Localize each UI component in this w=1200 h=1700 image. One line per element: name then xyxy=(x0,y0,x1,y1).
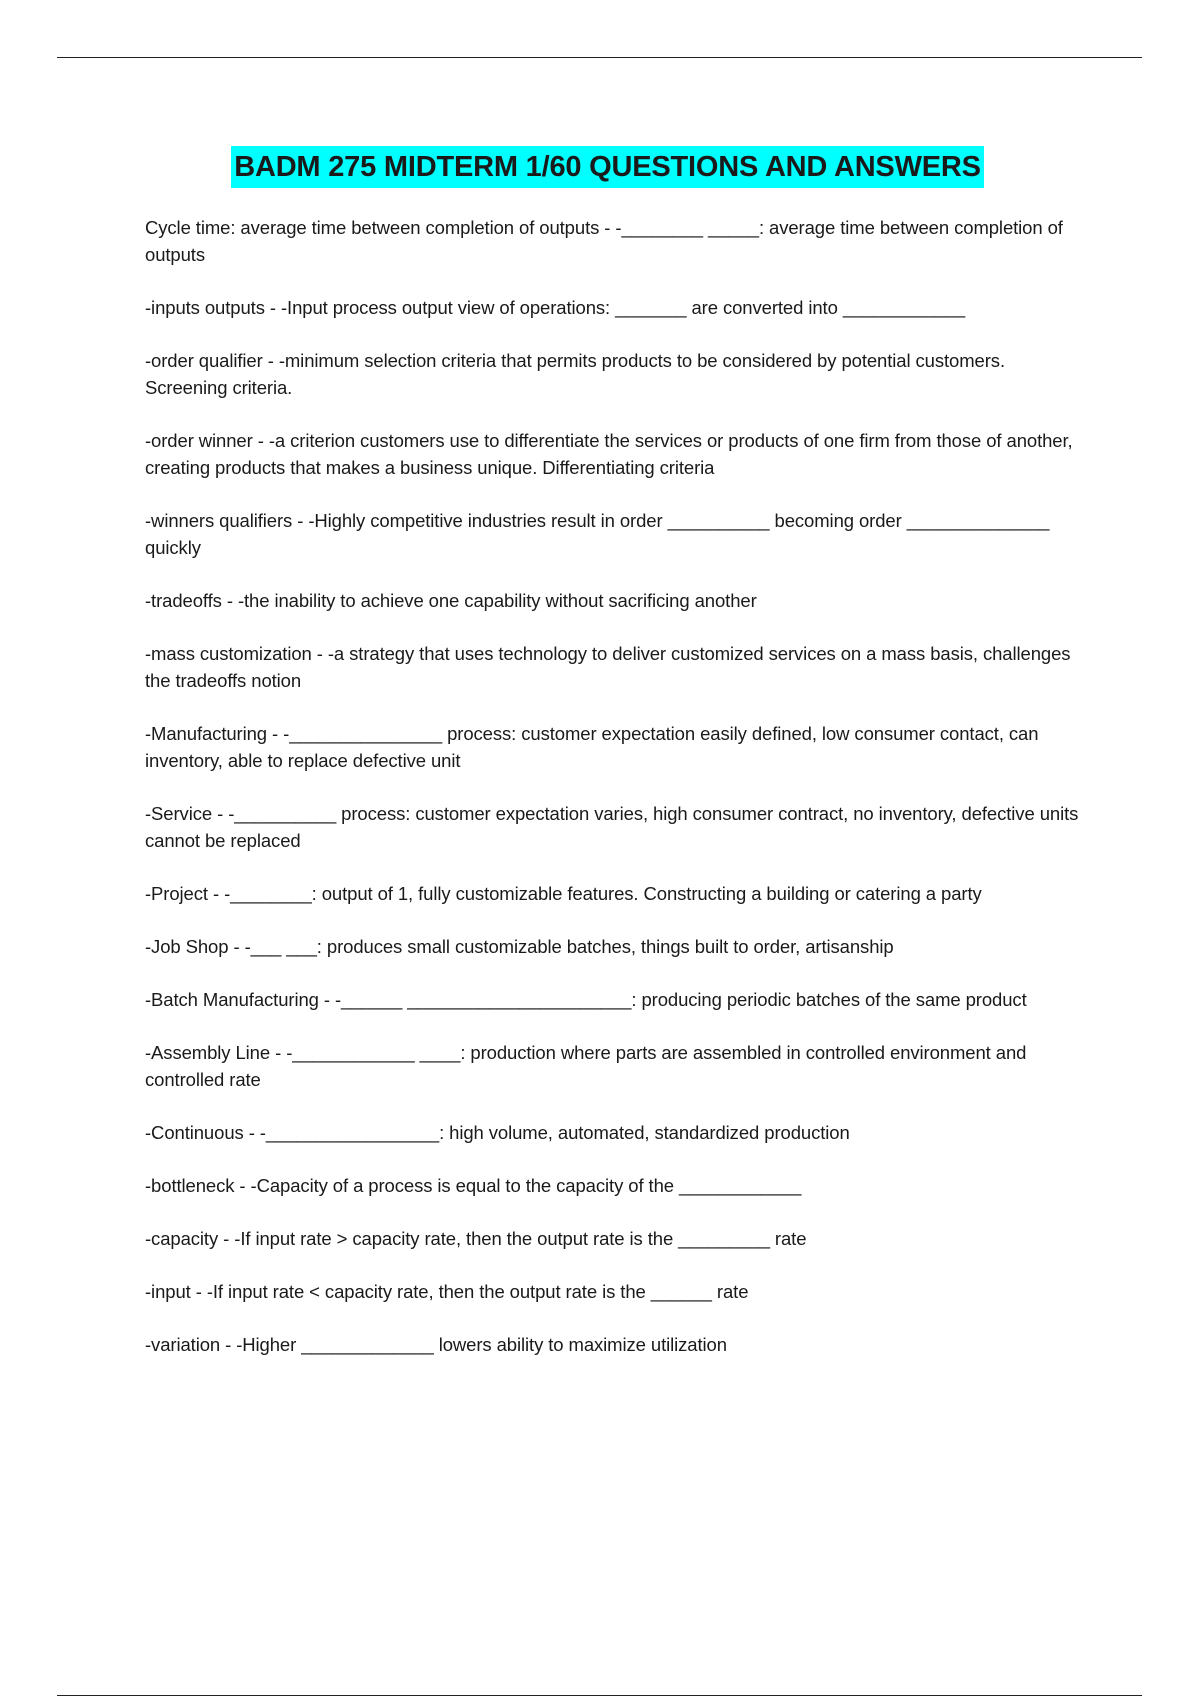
qa-item: -input - -If input rate < capacity rate, then the output rate is the ______ rate xyxy=(145,1281,749,1302)
qa-item: Cycle time: average time between completion of outputs - -________ _____: average time between completion of outputs xyxy=(145,217,1063,265)
qa-item: -Job Shop - -___ ___: produces small customizable batches, things built to order, artisanship xyxy=(145,936,894,957)
qa-item: -Continuous - -_________________: high volume, automated, standardized production xyxy=(145,1122,850,1143)
qa-item: -Batch Manufacturing - -______ ______________________: producing periodic batches of the same product xyxy=(145,989,1027,1010)
top-rule xyxy=(57,57,1142,58)
qa-item: -mass customization - -a strategy that uses technology to deliver customized services on a mass basis, challenges the tradeoffs notion xyxy=(145,643,1071,691)
qa-item: -Service - -__________ process: customer expectation varies, high consumer contract, no inventory, defective units cannot be replaced xyxy=(145,803,1079,851)
qa-item: -bottleneck - -Capacity of a process is equal to the capacity of the ____________ xyxy=(145,1175,802,1196)
qa-item: -winners qualifiers - -Highly competitive industries result in order __________ becoming order ______________ quickly xyxy=(145,510,1050,558)
qa-item: -order winner - -a criterion customers use to differentiate the services or products of one firm from those of another, creating products that makes a business unique. Differentiating criteria xyxy=(145,430,1073,478)
qa-item: -Manufacturing - -_______________ process: customer expectation easily defined, low consumer contact, can inventory, able to replace defective unit xyxy=(145,723,1039,771)
bottom-rule xyxy=(57,1695,1142,1696)
qa-item: -tradeoffs - -the inability to achieve one capability without sacrificing another xyxy=(145,590,757,611)
document-title: BADM 275 MIDTERM 1/60 QUESTIONS AND ANSWERS xyxy=(231,146,984,188)
qa-item: -Project - -________: output of 1, fully customizable features. Constructing a building or catering a party xyxy=(145,883,982,904)
qa-item: -order qualifier - -minimum selection criteria that permits products to be considered by potential customers. Screening criteria. xyxy=(145,350,1005,398)
qa-item: -capacity - -If input rate > capacity rate, then the output rate is the _________ rate xyxy=(145,1228,807,1249)
title-container xyxy=(125,146,1090,188)
qa-item: -Assembly Line - -____________ ____: production where parts are assembled in controlled environment and controlled rate xyxy=(145,1042,1027,1090)
document-body xyxy=(145,146,1090,1384)
qa-item: -variation - -Higher _____________ lowers ability to maximize utilization xyxy=(145,1334,727,1355)
qa-item: -inputs outputs - -Input process output view of operations: _______ are converted into ____________ xyxy=(145,297,966,318)
